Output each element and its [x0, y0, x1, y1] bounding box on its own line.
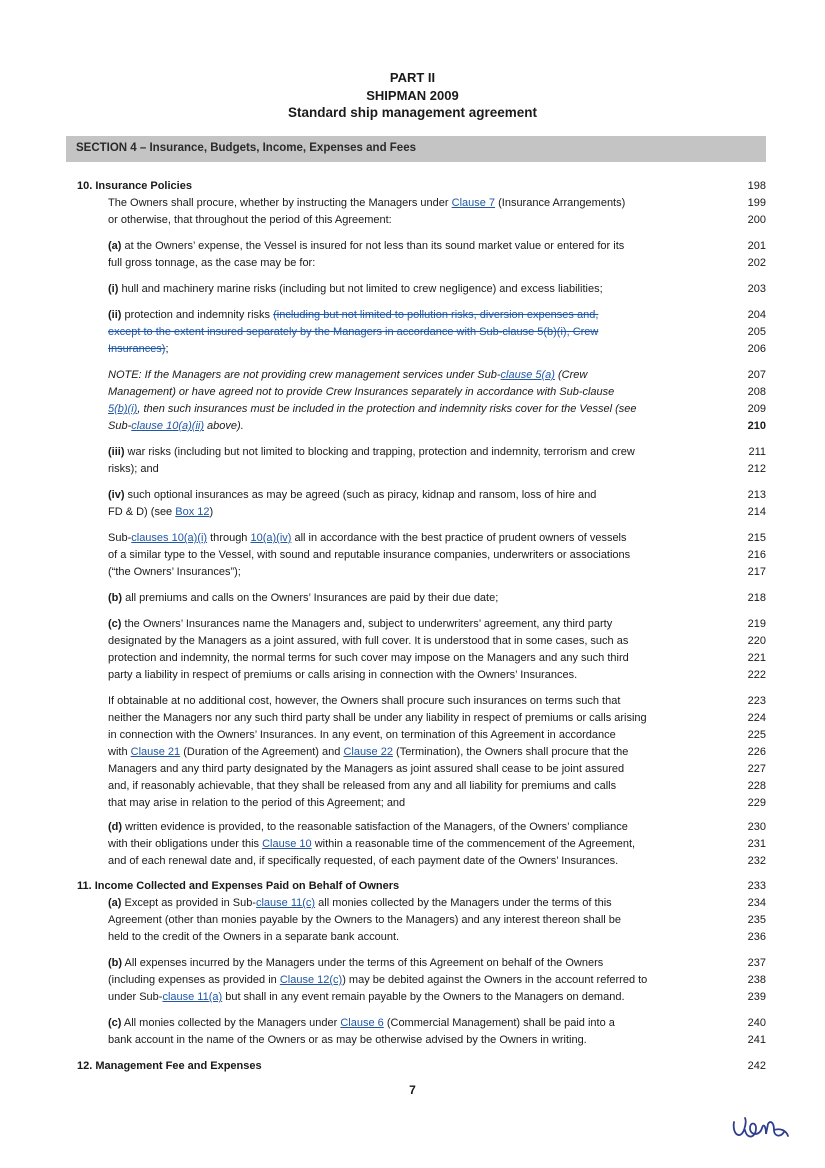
- line-text: [108, 368, 587, 382]
- text-segment: protection and indemnity, the normal terms for such cover may impose on the Managers and any such third: [108, 652, 629, 664]
- line-text: [77, 879, 399, 893]
- text-segment: such optional insurances as may be agreed (such as piracy, kidnap and ransom, loss of hire and: [124, 489, 597, 501]
- line-number: 242: [747, 1060, 766, 1072]
- text-segment: above).: [204, 420, 244, 432]
- line-text: [108, 896, 612, 910]
- text-line: [0, 762, 825, 780]
- line-text: [108, 565, 241, 579]
- handwritten-initials: [730, 1110, 792, 1150]
- text-segment: (a): [108, 240, 122, 252]
- line-number: 229: [747, 797, 766, 809]
- document-title: Standard ship management agreement: [287, 105, 538, 120]
- text-line: [0, 896, 825, 914]
- text-segment: , then such insurances must be included in the protection and indemnity risks cover for the Vessel (see: [137, 403, 637, 415]
- line-text: [108, 308, 598, 322]
- line-text: [108, 762, 624, 776]
- line-text: [108, 402, 636, 416]
- text-line: [0, 282, 825, 300]
- text-segment: Sub-: [108, 532, 132, 544]
- clause-link[interactable]: Clause 6: [340, 1017, 384, 1029]
- text-segment: of a similar type to the Vessel, with sound and reputable insurance companies, underwriters or associations: [108, 549, 631, 561]
- line-text: [108, 342, 169, 356]
- clause-link[interactable]: Clause 10: [262, 838, 312, 850]
- line-number: 233: [747, 880, 766, 892]
- line-text: [77, 1059, 262, 1073]
- section-heading-bar: SECTION 4 – Insurance, Budgets, Income, Expenses and Fees: [66, 136, 766, 162]
- text-line: [0, 745, 825, 763]
- page-number: 7: [409, 1083, 416, 1097]
- text-segment: 11. Income Collected and Expenses Paid on Behalf of Owners: [77, 880, 400, 892]
- text-segment: that may arise in relation to the period of this Agreement; and: [108, 797, 406, 809]
- text-segment: (iv): [108, 489, 125, 501]
- struck-text: (including but not limited to pollution risks, diversion expenses and,: [273, 309, 599, 321]
- line-number: 214: [747, 506, 766, 518]
- text-segment: (i): [108, 283, 119, 295]
- line-text: [108, 990, 625, 1004]
- line-number: 221: [747, 652, 766, 664]
- line-text: [108, 634, 628, 648]
- text-line: [0, 462, 825, 480]
- line-number: 238: [747, 974, 766, 986]
- text-segment: or otherwise, that throughout the period of this Agreement:: [108, 214, 392, 226]
- text-segment: written evidence is provided, to the reasonable satisfaction of the Managers, of the Owners’ compliance: [122, 821, 628, 833]
- line-text: [108, 591, 498, 605]
- text-segment: (a): [108, 897, 122, 909]
- text-line: [0, 956, 825, 974]
- text-segment: (ii): [108, 309, 122, 321]
- line-number: 206: [747, 343, 766, 355]
- clause-link[interactable]: Clause 21: [130, 746, 181, 758]
- text-line: [0, 820, 825, 838]
- line-text: [108, 385, 614, 399]
- part-heading: PART II: [389, 70, 436, 85]
- clause-link[interactable]: Clause 12(c): [279, 974, 343, 986]
- text-line: [0, 505, 825, 523]
- line-text: [108, 445, 635, 459]
- line-number: 226: [747, 746, 766, 758]
- line-number: 239: [747, 991, 766, 1003]
- text-line: [0, 548, 825, 566]
- text-segment: with: [108, 746, 131, 758]
- text-line: [0, 385, 825, 403]
- text-segment: ) may be debited against the Owners in the account referred to: [342, 974, 648, 986]
- text-line: [0, 651, 825, 669]
- text-segment: (Commercial Management) shall be paid into a: [383, 1017, 615, 1029]
- text-segment: full gross tonnage, as the case may be for:: [108, 257, 316, 269]
- text-segment: war risks (including but not limited to blocking and trapping, protection and indemnity, terrorism and crew: [124, 446, 635, 458]
- clause-link[interactable]: clause 11(a): [162, 991, 223, 1003]
- text-line: [0, 488, 825, 506]
- text-segment: designated by the Managers as a joint assured, with full cover. It is understood that in some cases, such as: [108, 635, 629, 647]
- text-line: [0, 837, 825, 855]
- text-segment: neither the Managers nor any such third party shall be under any liability in respect of premiums or calls arising: [108, 712, 647, 724]
- line-number: 232: [747, 855, 766, 867]
- text-segment: FD & D) (see: [108, 506, 176, 518]
- clause-link[interactable]: Box 12: [175, 506, 210, 518]
- text-line: [0, 239, 825, 257]
- text-segment: with their obligations under this: [108, 838, 263, 850]
- line-text: [108, 913, 621, 927]
- line-number: 222: [747, 669, 766, 681]
- clause-link[interactable]: 10(a)(iv): [250, 532, 292, 544]
- text-segment: If obtainable at no additional cost, however, the Owners shall procure such insurances on terms such that: [108, 695, 621, 707]
- text-segment: 10. Insurance Policies: [77, 180, 192, 192]
- text-segment: Sub-: [108, 420, 132, 432]
- line-number: 210: [747, 420, 766, 432]
- clause-heading: [0, 1059, 825, 1077]
- line-number: 212: [747, 463, 766, 475]
- text-segment: held to the credit of the Owners in a separate bank account.: [108, 931, 400, 943]
- text-segment: (Duration of the Agreement) and: [180, 746, 344, 758]
- line-text: [108, 796, 405, 810]
- line-number: 230: [747, 821, 766, 833]
- line-text: [108, 213, 392, 227]
- text-segment: risks); and: [108, 463, 159, 475]
- line-text: [77, 179, 192, 193]
- text-segment: within a reasonable time of the commencement of the Agreement,: [311, 838, 636, 850]
- line-text: [108, 617, 612, 631]
- text-line: [0, 973, 825, 991]
- line-number: 237: [747, 957, 766, 969]
- text-segment: The Owners shall procure, whether by instructing the Managers under: [108, 197, 452, 209]
- line-number: 207: [747, 369, 766, 381]
- text-line: [0, 779, 825, 797]
- text-line: [0, 368, 825, 386]
- text-segment: the Owners’ Insurances name the Managers and, subject to underwriters’ agreement, any third party: [121, 618, 613, 630]
- line-number: 228: [747, 780, 766, 792]
- text-line: [0, 694, 825, 712]
- line-number: 218: [747, 592, 766, 604]
- line-text: [108, 239, 624, 253]
- text-segment: (“the Owners’ Insurances”);: [108, 566, 241, 578]
- clause-link[interactable]: clause 11(c): [255, 897, 316, 909]
- text-segment: all premiums and calls on the Owners’ Insurances are paid by their due date;: [122, 592, 499, 604]
- line-text: [108, 531, 627, 545]
- text-line: [0, 445, 825, 463]
- line-number: 198: [747, 180, 766, 192]
- text-line: [0, 565, 825, 583]
- text-segment: (Termination), the Owners shall procure that the: [392, 746, 629, 758]
- clause-heading: [0, 879, 825, 897]
- line-text: [108, 728, 616, 742]
- line-text: [108, 711, 647, 725]
- line-number: 235: [747, 914, 766, 926]
- text-line: [0, 913, 825, 931]
- text-line: [0, 668, 825, 686]
- text-segment: 12. Management Fee and Expenses: [77, 1060, 262, 1072]
- text-line: [0, 930, 825, 948]
- text-line: [0, 1033, 825, 1051]
- line-number: 216: [747, 549, 766, 561]
- text-segment: (Crew: [554, 369, 588, 381]
- line-text: [108, 651, 629, 665]
- line-text: [108, 256, 315, 270]
- line-number: 219: [747, 618, 766, 630]
- line-text: [108, 973, 647, 987]
- line-number: 201: [747, 240, 766, 252]
- line-text: [108, 419, 244, 433]
- text-segment: in connection with the Owners’ Insurances. In any event, on termination of this Agreement in accordance: [108, 729, 616, 741]
- text-segment: at the Owners’ expense, the Vessel is insured for not less than its sound market value or entered for its: [121, 240, 625, 252]
- line-text: [108, 505, 213, 519]
- line-text: [108, 956, 603, 970]
- text-segment: All monies collected by the Managers under: [121, 1017, 341, 1029]
- line-number: 209: [747, 403, 766, 415]
- line-text: [108, 779, 616, 793]
- line-number: 200: [747, 214, 766, 226]
- line-number: 205: [747, 326, 766, 338]
- text-segment: and, if reasonably achievable, that they shall be released from any and all liability for premiums and calls: [108, 780, 617, 792]
- line-number: 199: [747, 197, 766, 209]
- line-number: 236: [747, 931, 766, 943]
- text-segment: party a liability in respect of premiums or calls arising in connection with the Owners’ Insurances.: [108, 669, 578, 681]
- line-text: [108, 820, 628, 834]
- text-segment: NOTE: If the Managers are not providing crew management services under Sub-: [108, 369, 501, 381]
- text-segment: ): [209, 506, 214, 518]
- text-line: [0, 342, 825, 360]
- text-line: [0, 591, 825, 609]
- line-number: 231: [747, 838, 766, 850]
- line-text: [108, 282, 603, 296]
- clause-heading: [0, 179, 825, 197]
- line-number: 227: [747, 763, 766, 775]
- text-line: [0, 256, 825, 274]
- text-segment: All expenses incurred by the Managers under the terms of this Agreement on behalf of the Owners: [122, 957, 604, 969]
- text-line: [0, 634, 825, 652]
- line-number: 215: [747, 532, 766, 544]
- line-number: 240: [747, 1017, 766, 1029]
- text-line: [0, 854, 825, 872]
- line-number: 213: [747, 489, 766, 501]
- clause-link[interactable]: Clause 22: [343, 746, 393, 758]
- line-number: 220: [747, 635, 766, 647]
- clause-link[interactable]: clause 5(a): [500, 369, 555, 381]
- line-number: 208: [747, 386, 766, 398]
- line-text: [108, 196, 625, 210]
- text-segment: (b): [108, 592, 123, 604]
- clause-link[interactable]: clause 10(a)(ii): [131, 420, 204, 432]
- text-segment: protection and indemnity risks: [121, 309, 274, 321]
- line-text: [108, 462, 159, 476]
- clause-link[interactable]: 5(b)(i): [108, 403, 138, 415]
- line-text: [108, 668, 577, 682]
- text-segment: through: [207, 532, 251, 544]
- text-line: [0, 402, 825, 420]
- line-number: 211: [748, 446, 766, 458]
- line-number: 204: [747, 309, 766, 321]
- line-text: [108, 488, 596, 502]
- text-line: [0, 711, 825, 729]
- text-segment: (d): [108, 821, 123, 833]
- text-segment: all monies collected by the Managers under the terms of this: [315, 897, 612, 909]
- line-number: 234: [747, 897, 766, 909]
- text-segment: (c): [108, 1017, 122, 1029]
- text-segment: (c): [108, 618, 122, 630]
- clause-link[interactable]: clauses 10(a)(i): [131, 532, 208, 544]
- text-segment: under Sub-: [108, 991, 163, 1003]
- text-segment: Except as provided in Sub-: [121, 897, 256, 909]
- text-segment: hull and machinery marine risks (including but not limited to crew negligence) and excess liabilities;: [118, 283, 603, 295]
- text-segment: all in accordance with the best practice of prudent owners of vessels: [291, 532, 627, 544]
- form-name-heading: SHIPMAN 2009: [366, 88, 459, 103]
- line-text: [108, 1033, 587, 1047]
- text-segment: ;: [165, 343, 169, 355]
- struck-text: Insurances): [108, 343, 166, 355]
- text-line: [0, 1016, 825, 1034]
- line-number: 203: [747, 283, 766, 295]
- line-number: 217: [747, 566, 766, 578]
- text-segment: Agreement (other than monies payable by the Owners to the Managers) and any interest thereon shall be: [108, 914, 622, 926]
- line-number: 224: [747, 712, 766, 724]
- line-text: [108, 1016, 615, 1030]
- line-number: 223: [747, 695, 766, 707]
- text-line: [0, 213, 825, 231]
- text-segment: (b): [108, 957, 123, 969]
- text-segment: Management) or have agreed not to provide Crew Insurances separately in accordance with Sub-clause: [108, 386, 615, 398]
- text-segment: bank account in the name of the Owners or as may be otherwise advised by the Owners in writing.: [108, 1034, 587, 1046]
- text-line: [0, 531, 825, 549]
- text-line: [0, 617, 825, 635]
- text-line: [0, 990, 825, 1008]
- line-text: [108, 548, 630, 562]
- struck-text: except to the extent insured separately by the Managers in accordance with Sub-clause 5(b)(i), Crew: [108, 326, 599, 338]
- text-line: [0, 308, 825, 326]
- line-text: [108, 745, 628, 759]
- line-text: [108, 325, 598, 339]
- text-segment: (including expenses as provided in: [108, 974, 280, 986]
- text-segment: (iii): [108, 446, 125, 458]
- text-segment: (Insurance Arrangements): [495, 197, 626, 209]
- line-text: [108, 930, 399, 944]
- text-line: [0, 796, 825, 814]
- line-text: [108, 854, 618, 868]
- line-text: [108, 837, 635, 851]
- line-text: [108, 694, 620, 708]
- text-line: [0, 419, 825, 437]
- text-segment: Managers and any third party designated by the Managers as joint assured shall cease to be joint assured: [108, 763, 625, 775]
- text-segment: and of each renewal date and, if specifically requested, of each payment date of the Owners’ Insurances.: [108, 855, 619, 867]
- line-number: 225: [747, 729, 766, 741]
- text-line: [0, 325, 825, 343]
- text-line: [0, 196, 825, 214]
- text-segment: but shall in any event remain payable by the Owners to the Managers on demand.: [222, 991, 625, 1003]
- line-number: 241: [747, 1034, 766, 1046]
- clause-link[interactable]: Clause 7: [451, 197, 496, 209]
- text-line: [0, 728, 825, 746]
- line-number: 202: [747, 257, 766, 269]
